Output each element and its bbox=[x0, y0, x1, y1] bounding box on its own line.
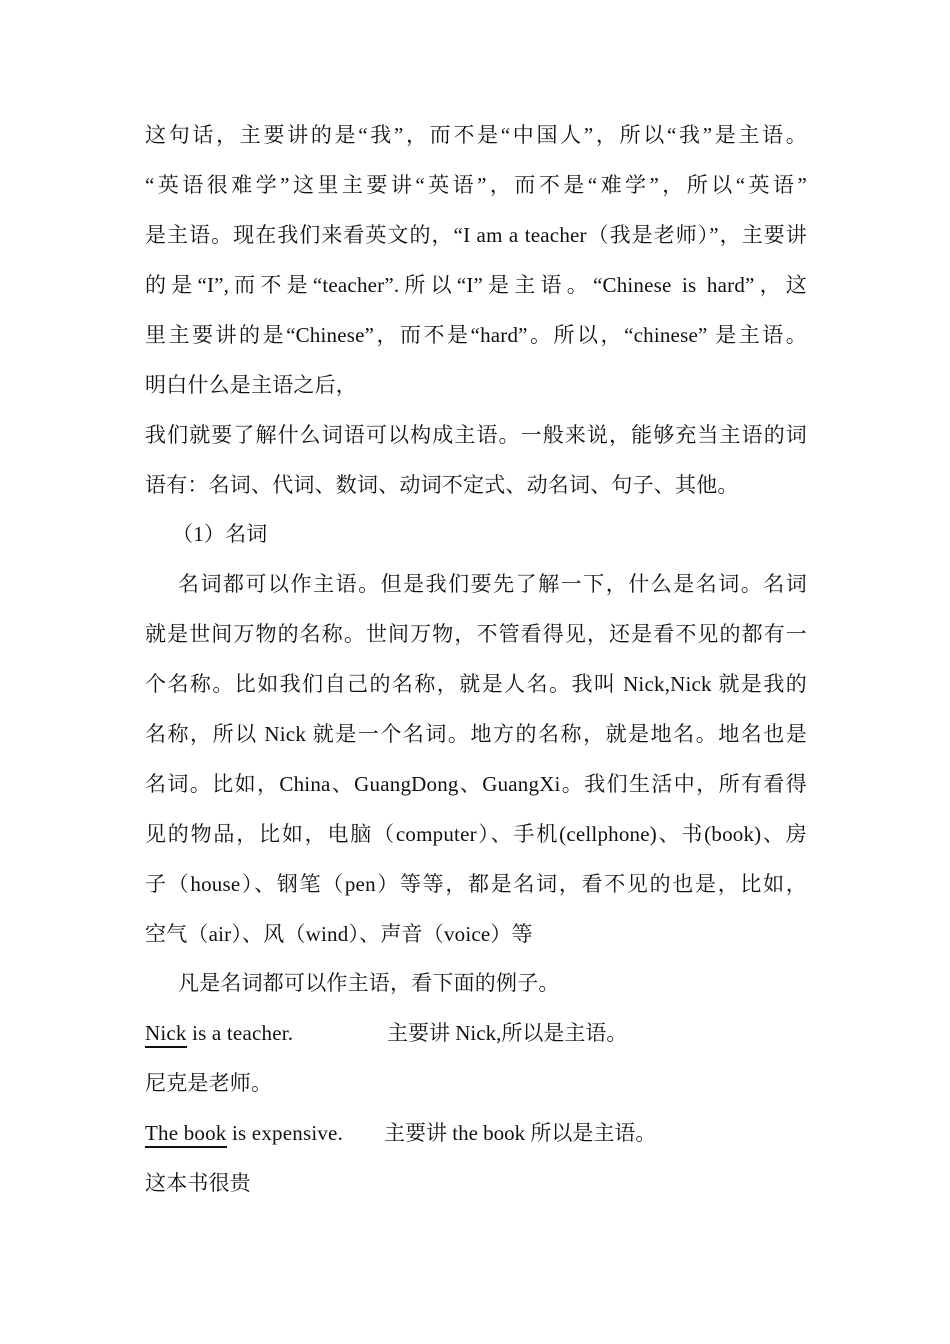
paragraph-line: 名称，所以 Nick 就是一个名词。地方的名称，就是地名。地名也是 bbox=[145, 722, 807, 746]
example-sentence bbox=[145, 1118, 343, 1148]
example-note: 主要讲 the book 所以是主语。 bbox=[384, 1121, 657, 1145]
paragraph-line: 见的物品，比如，电脑（computer）、手机(cellphone)、书(book)、房 bbox=[145, 822, 807, 846]
example-note: 主要讲 Nick,所以是主语。 bbox=[387, 1021, 628, 1045]
paragraph-line: 明白什么是主语之后， bbox=[145, 373, 357, 397]
paragraph-line: 名词。比如，China、GuangDong、GuangXi。我们生活中，所有看得 bbox=[145, 772, 807, 796]
paragraph-line: 的是“I”,而不是“teacher”.所以“I”是主语。“Chinese is hard”，这 bbox=[145, 273, 807, 297]
paragraph-line: 我们就要了解什么词语可以构成主语。一般来说，能够充当主语的词 bbox=[145, 423, 807, 447]
paragraph-line: “英语很难学”这里主要讲“英语”，而不是“难学”，所以“英语” bbox=[145, 173, 807, 197]
example-subject: Nick bbox=[145, 1021, 187, 1048]
paragraph-line: 空气（air）、风（wind）、声音（voice）等 bbox=[145, 922, 533, 946]
paragraph-line: 这句话，主要讲的是“我”，而不是“中国人”，所以“我”是主语。 bbox=[145, 123, 807, 147]
paragraph-line: 里主要讲的是“Chinese”，而不是“hard”。所以，“chinese” 是主语。 bbox=[145, 323, 807, 347]
example-predicate: is a teacher. bbox=[186, 1021, 294, 1045]
example-sentence bbox=[145, 1018, 293, 1048]
example-translation: 这本书很贵 bbox=[145, 1171, 251, 1195]
paragraph-line: 就是世间万物的名称。世间万物，不管看得见，还是看不见的都有一 bbox=[145, 622, 807, 646]
paragraph-line: 凡是名词都可以作主语，看下面的例子。 bbox=[178, 971, 560, 995]
paragraph-line: 个名称。比如我们自己的名称，就是人名。我叫 Nick,Nick 就是我的 bbox=[145, 672, 807, 696]
example-predicate: is expensive. bbox=[226, 1121, 344, 1145]
paragraph-line: 是主语。现在我们来看英文的，“I am a teacher（我是老师）”，主要讲 bbox=[145, 223, 807, 247]
example-translation: 尼克是老师。 bbox=[145, 1071, 273, 1095]
section-heading: （1）名词 bbox=[172, 522, 268, 546]
paragraph-line: 语有：名词、代词、数词、动词不定式、动名词、句子、其他。 bbox=[145, 473, 739, 497]
example-subject: The book bbox=[145, 1121, 227, 1148]
paragraph-line: 子（house）、钢笔（pen）等等，都是名词，看不见的也是，比如， bbox=[145, 872, 807, 896]
paragraph-line: 名词都可以作主语。但是我们要先了解一下，什么是名词。名词 bbox=[178, 572, 807, 596]
